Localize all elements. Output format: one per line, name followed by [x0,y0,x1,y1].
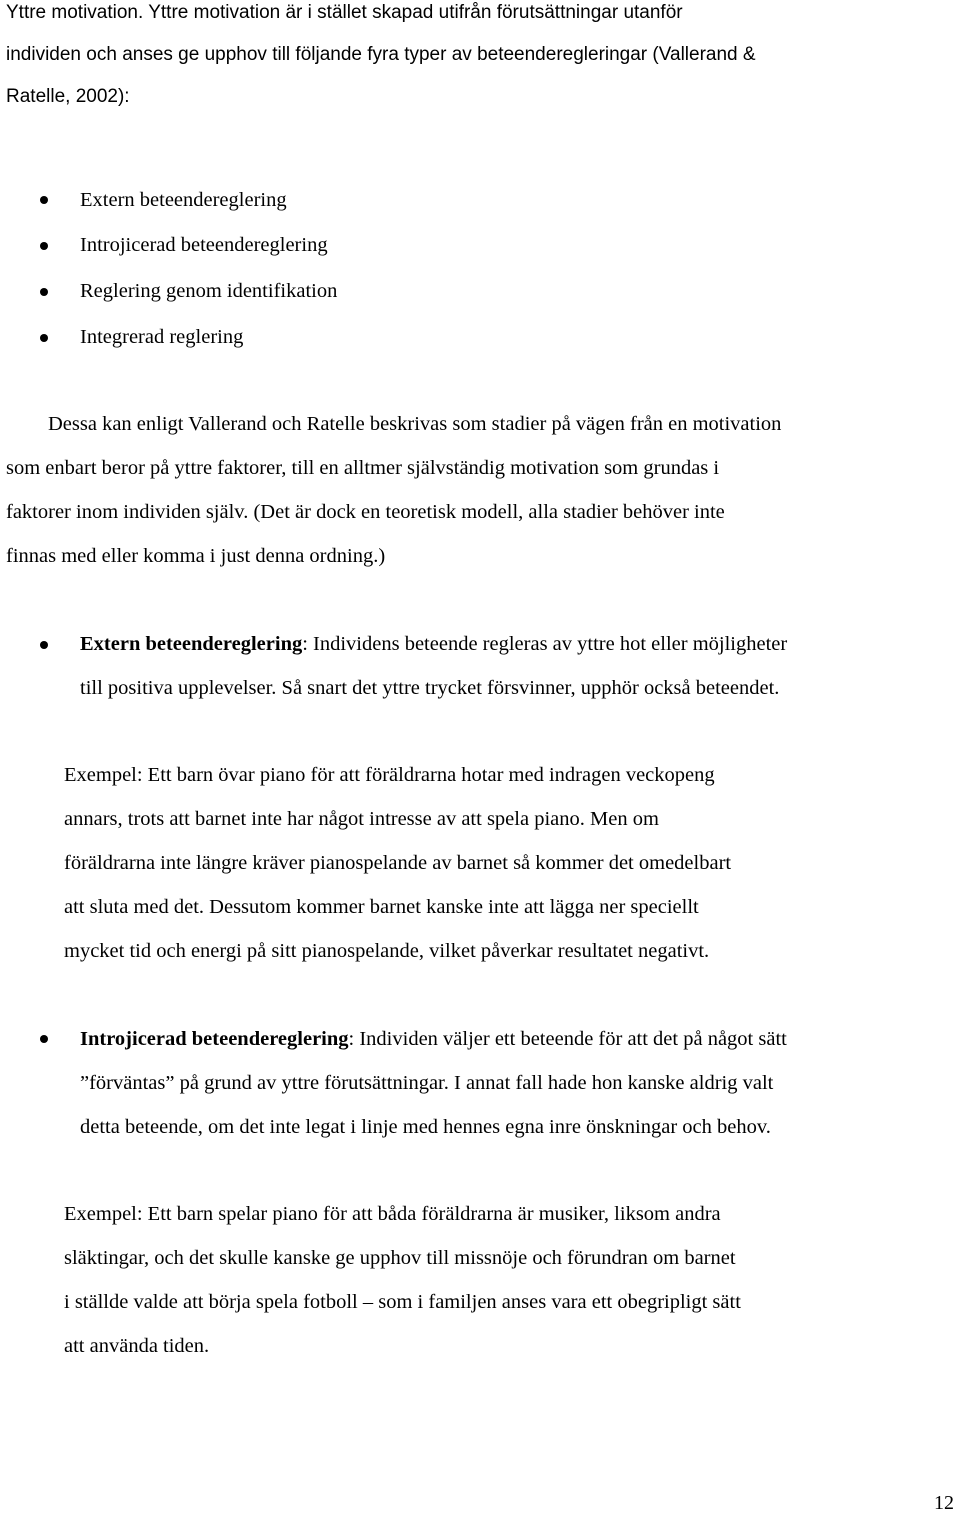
example-2-line: i ställde valde att börja spela fotboll – som i familjen anses vara ett obegripligt sätt [64,1291,741,1313]
bullet-icon [40,288,48,296]
example-2-line: släktingar, och det skulle kanske ge upphov till missnöje och förundran om barnet [64,1247,736,1269]
example-1-line: annars, trots att barnet inte har något intresse av att spela piano. Men om [64,808,659,830]
intro-lead-label: Yttre motivation. [6,2,144,23]
extern-definition-line-2: till positiva upplevelser. Så snart det yttre trycket försvinner, upphör också beteendet. [80,677,780,699]
list-item: Integrerad reglering [80,326,244,348]
introjected-definition-line-3: detta beteende, om det inte legat i linje med hennes egna inre önskningar och behov. [80,1116,771,1138]
example-1-line: mycket tid och energi på sitt pianospelande, vilket påverkar resultatet negativt. [64,940,710,962]
introjected-definition-line-2: ”förväntas” på grund av yttre förutsättningar. I annat fall hade hon kanske aldrig valt [80,1072,774,1094]
introjected-term: Introjicerad beteendereglering [80,1028,349,1050]
bullet-icon [40,196,48,204]
intro-line-2: individen och anses ge upphov till följande fyra typer av beteenderegleringar (Vallerand & [6,44,756,65]
bullet-icon [40,334,48,342]
intro-line-1 [6,3,683,22]
bullet-icon [40,641,48,649]
example-2-line: Exempel: Ett barn spelar piano för att båda föräldrarna är musiker, liksom andra [64,1203,721,1225]
example-1-line: Exempel: Ett barn övar piano för att föräldrarna hotar med indragen veckopeng [64,764,715,786]
paragraph-line: Dessa kan enligt Vallerand och Ratelle beskrivas som stadier på vägen från en motivation [48,413,782,435]
list-item: Extern beteendereglering [80,189,287,211]
paragraph-line: som enbart beror på yttre faktorer, till en alltmer självständig motivation som grundas i [6,457,720,479]
introjected-definition-text: : Individen väljer ett beteende för att det på något sätt [348,1028,787,1050]
list-item: Reglering genom identifikation [80,280,338,302]
paragraph-line: faktorer inom individen själv. (Det är dock en teoretisk modell, alla stadier behöver inte [6,501,725,523]
bullet-icon [40,242,48,250]
example-1-line: att sluta med det. Dessutom kommer barnet kanske inte att lägga ner speciellt [64,896,699,918]
extern-term: Extern beteendereglering [80,633,303,655]
extern-definition-line-1 [80,634,787,655]
intro-line-3: Ratelle, 2002): [6,86,130,107]
extern-definition-text: : Individens beteende regleras av yttre hot eller möjligheter [302,633,788,655]
paragraph-line: finnas med eller komma i just denna ordning.) [6,545,386,567]
bullet-icon [40,1035,48,1043]
example-1-line: föräldrarna inte längre kräver pianospelande av barnet så kommer det omedelbart [64,852,732,874]
intro-lead-rest: Yttre motivation är i stället skapad utifrån förutsättningar utanför [143,2,683,23]
introjected-definition-line-1 [80,1029,787,1050]
example-2-line: att använda tiden. [64,1335,210,1357]
page-number: 12 [934,1492,954,1514]
list-item: Introjicerad beteendereglering [80,234,328,256]
